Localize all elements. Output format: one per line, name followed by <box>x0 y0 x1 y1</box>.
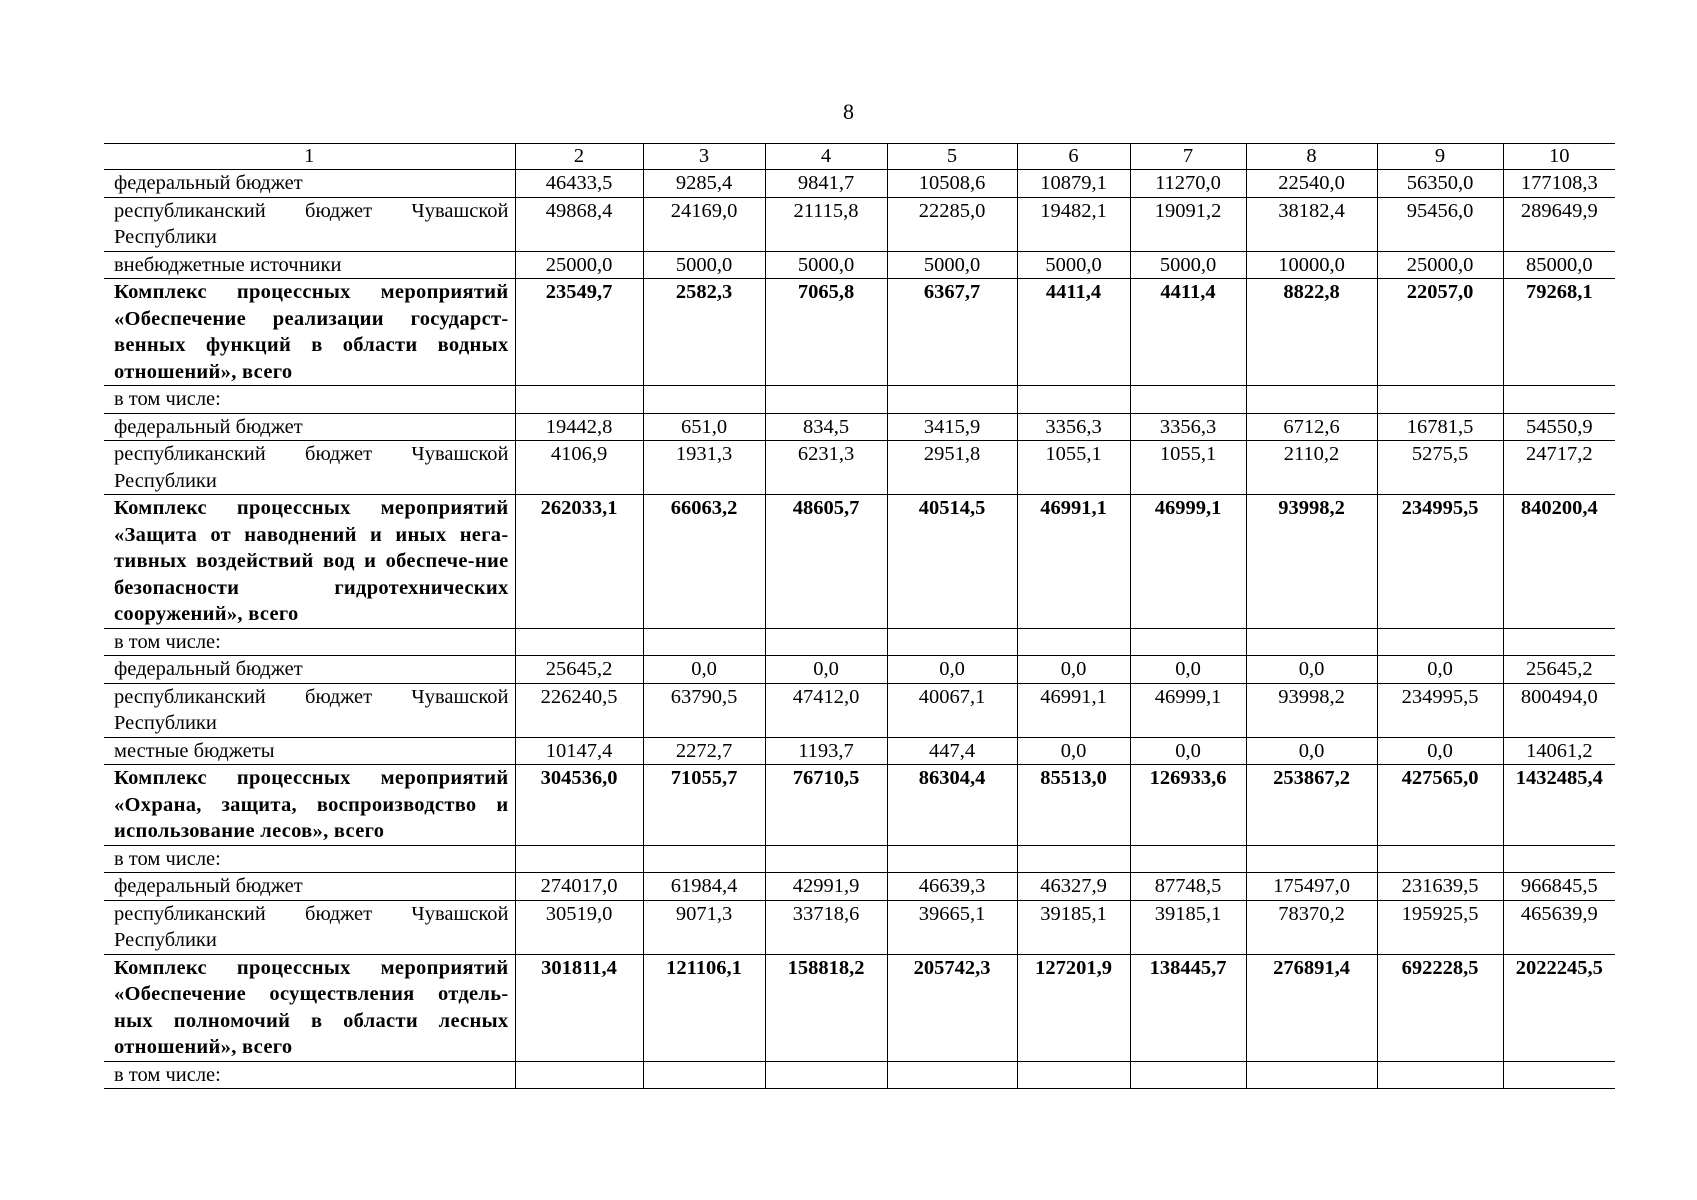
value-cell <box>887 1061 1017 1089</box>
value-cell: 3356,3 <box>1130 413 1246 441</box>
value-cell: 0,0 <box>643 656 765 684</box>
table-row <box>104 873 1615 901</box>
row-label: федеральный бюджет <box>104 656 515 684</box>
value-cell: 25000,0 <box>1377 251 1503 279</box>
value-cell: 76710,5 <box>765 765 887 846</box>
value-cell <box>515 845 643 873</box>
header-cell: 3 <box>643 144 765 170</box>
value-cell: 2272,7 <box>643 737 765 765</box>
value-cell: 5000,0 <box>887 251 1017 279</box>
header-cell: 1 <box>104 144 515 170</box>
value-cell: 800494,0 <box>1503 683 1615 737</box>
value-cell: 40067,1 <box>887 683 1017 737</box>
value-cell <box>765 845 887 873</box>
table-row <box>104 683 1615 737</box>
value-cell: 9285,4 <box>643 170 765 198</box>
value-cell: 0,0 <box>765 656 887 684</box>
value-cell: 95456,0 <box>1377 197 1503 251</box>
value-cell: 2110,2 <box>1246 441 1377 495</box>
value-cell: 24169,0 <box>643 197 765 251</box>
value-cell: 0,0 <box>1377 656 1503 684</box>
value-cell <box>643 628 765 656</box>
value-cell: 0,0 <box>1377 737 1503 765</box>
value-cell: 40514,5 <box>887 495 1017 629</box>
value-cell: 0,0 <box>1130 656 1246 684</box>
table-row <box>104 628 1615 656</box>
row-label: федеральный бюджет <box>104 413 515 441</box>
value-cell: 692228,5 <box>1377 954 1503 1061</box>
value-cell: 0,0 <box>1246 737 1377 765</box>
value-cell: 93998,2 <box>1246 683 1377 737</box>
row-label: республиканский бюджет Чувашской Республики <box>104 900 515 954</box>
table-row <box>104 845 1615 873</box>
value-cell: 42991,9 <box>765 873 887 901</box>
table-row-total <box>104 765 1615 846</box>
value-cell: 234995,5 <box>1377 683 1503 737</box>
value-cell: 651,0 <box>643 413 765 441</box>
value-cell <box>515 1061 643 1089</box>
value-cell <box>1503 1061 1615 1089</box>
value-cell: 5000,0 <box>765 251 887 279</box>
value-cell: 126933,6 <box>1130 765 1246 846</box>
value-cell: 304536,0 <box>515 765 643 846</box>
row-label: в том числе: <box>104 628 515 656</box>
value-cell: 840200,4 <box>1503 495 1615 629</box>
value-cell: 56350,0 <box>1377 170 1503 198</box>
value-cell: 966845,5 <box>1503 873 1615 901</box>
value-cell: 85513,0 <box>1017 765 1130 846</box>
value-cell <box>643 386 765 414</box>
value-cell: 1193,7 <box>765 737 887 765</box>
value-cell: 79268,1 <box>1503 279 1615 386</box>
value-cell: 19442,8 <box>515 413 643 441</box>
value-cell: 30519,0 <box>515 900 643 954</box>
value-cell: 195925,5 <box>1377 900 1503 954</box>
header-cell: 7 <box>1130 144 1246 170</box>
value-cell: 1055,1 <box>1017 441 1130 495</box>
value-cell <box>1503 386 1615 414</box>
value-cell: 1931,3 <box>643 441 765 495</box>
value-cell <box>1130 845 1246 873</box>
value-cell: 78370,2 <box>1246 900 1377 954</box>
value-cell: 11270,0 <box>1130 170 1246 198</box>
value-cell: 21115,8 <box>765 197 887 251</box>
row-label: республиканский бюджет Чувашской Республики <box>104 683 515 737</box>
value-cell: 22057,0 <box>1377 279 1503 386</box>
value-cell: 49868,4 <box>515 197 643 251</box>
value-cell: 205742,3 <box>887 954 1017 1061</box>
row-label: республиканский бюджет Чувашской Республики <box>104 197 515 251</box>
table-row <box>104 737 1615 765</box>
header-cell: 8 <box>1246 144 1377 170</box>
table-header <box>104 144 1615 170</box>
value-cell: 63790,5 <box>643 683 765 737</box>
value-cell: 10508,6 <box>887 170 1017 198</box>
value-cell: 23549,7 <box>515 279 643 386</box>
header-cell: 4 <box>765 144 887 170</box>
row-label: Комплекс процессных мероприятий «Защита от наводнений и иных нега-тивных воздействий вод и обеспече-ние безопасности гидротехнических сооружений», всего <box>104 495 515 629</box>
table-row <box>104 251 1615 279</box>
value-cell: 46999,1 <box>1130 495 1246 629</box>
value-cell: 5000,0 <box>1130 251 1246 279</box>
value-cell: 2022245,5 <box>1503 954 1615 1061</box>
value-cell <box>643 845 765 873</box>
value-cell: 226240,5 <box>515 683 643 737</box>
value-cell <box>1017 845 1130 873</box>
value-cell: 5275,5 <box>1377 441 1503 495</box>
value-cell: 39185,1 <box>1017 900 1130 954</box>
value-cell <box>1017 1061 1130 1089</box>
value-cell <box>1377 386 1503 414</box>
value-cell: 9841,7 <box>765 170 887 198</box>
value-cell: 158818,2 <box>765 954 887 1061</box>
value-cell <box>1246 386 1377 414</box>
value-cell: 447,4 <box>887 737 1017 765</box>
value-cell: 3356,3 <box>1017 413 1130 441</box>
value-cell: 10147,4 <box>515 737 643 765</box>
value-cell: 0,0 <box>1246 656 1377 684</box>
value-cell: 1055,1 <box>1130 441 1246 495</box>
value-cell: 177108,3 <box>1503 170 1615 198</box>
row-label: республиканский бюджет Чувашской Республики <box>104 441 515 495</box>
table-row <box>104 197 1615 251</box>
value-cell: 465639,9 <box>1503 900 1615 954</box>
value-cell <box>515 386 643 414</box>
header-cell: 5 <box>887 144 1017 170</box>
value-cell: 86304,4 <box>887 765 1017 846</box>
value-cell: 301811,4 <box>515 954 643 1061</box>
value-cell: 46639,3 <box>887 873 1017 901</box>
value-cell: 2951,8 <box>887 441 1017 495</box>
header-cell: 10 <box>1503 144 1615 170</box>
value-cell <box>765 1061 887 1089</box>
table-row <box>104 170 1615 198</box>
header-row <box>104 144 1615 170</box>
value-cell: 4411,4 <box>1130 279 1246 386</box>
table-row <box>104 1061 1615 1089</box>
value-cell <box>1130 628 1246 656</box>
value-cell <box>887 845 1017 873</box>
value-cell: 66063,2 <box>643 495 765 629</box>
value-cell <box>1377 1061 1503 1089</box>
value-cell: 5000,0 <box>643 251 765 279</box>
value-cell: 47412,0 <box>765 683 887 737</box>
value-cell <box>887 628 1017 656</box>
value-cell: 0,0 <box>1017 737 1130 765</box>
value-cell: 427565,0 <box>1377 765 1503 846</box>
header-cell: 2 <box>515 144 643 170</box>
value-cell: 121106,1 <box>643 954 765 1061</box>
value-cell <box>643 1061 765 1089</box>
value-cell: 25645,2 <box>515 656 643 684</box>
value-cell: 48605,7 <box>765 495 887 629</box>
value-cell: 46433,5 <box>515 170 643 198</box>
value-cell: 54550,9 <box>1503 413 1615 441</box>
value-cell <box>765 386 887 414</box>
value-cell: 39185,1 <box>1130 900 1246 954</box>
value-cell <box>1377 628 1503 656</box>
row-label: федеральный бюджет <box>104 873 515 901</box>
value-cell <box>1246 628 1377 656</box>
row-label: в том числе: <box>104 386 515 414</box>
value-cell: 276891,4 <box>1246 954 1377 1061</box>
value-cell: 262033,1 <box>515 495 643 629</box>
value-cell: 6712,6 <box>1246 413 1377 441</box>
value-cell: 0,0 <box>1130 737 1246 765</box>
value-cell: 25000,0 <box>515 251 643 279</box>
value-cell: 33718,6 <box>765 900 887 954</box>
value-cell <box>1246 1061 1377 1089</box>
table-row <box>104 656 1615 684</box>
value-cell <box>1130 1061 1246 1089</box>
value-cell <box>515 628 643 656</box>
value-cell: 4411,4 <box>1017 279 1130 386</box>
value-cell: 19482,1 <box>1017 197 1130 251</box>
value-cell: 2582,3 <box>643 279 765 386</box>
value-cell <box>1017 386 1130 414</box>
table-row <box>104 441 1615 495</box>
table-row <box>104 386 1615 414</box>
value-cell: 0,0 <box>887 656 1017 684</box>
value-cell: 71055,7 <box>643 765 765 846</box>
value-cell: 85000,0 <box>1503 251 1615 279</box>
value-cell: 22540,0 <box>1246 170 1377 198</box>
value-cell: 6367,7 <box>887 279 1017 386</box>
value-cell: 4106,9 <box>515 441 643 495</box>
value-cell: 38182,4 <box>1246 197 1377 251</box>
value-cell: 9071,3 <box>643 900 765 954</box>
value-cell <box>1246 845 1377 873</box>
value-cell: 231639,5 <box>1377 873 1503 901</box>
value-cell: 138445,7 <box>1130 954 1246 1061</box>
value-cell: 25645,2 <box>1503 656 1615 684</box>
value-cell <box>887 386 1017 414</box>
table-row-total <box>104 954 1615 1061</box>
table-row <box>104 900 1615 954</box>
row-label: Комплекс процессных мероприятий «Обеспечение реализации государст-венных функций в области водных отношений», всего <box>104 279 515 386</box>
value-cell: 234995,5 <box>1377 495 1503 629</box>
value-cell: 8822,8 <box>1246 279 1377 386</box>
value-cell: 10000,0 <box>1246 251 1377 279</box>
value-cell: 0,0 <box>1017 656 1130 684</box>
value-cell: 10879,1 <box>1017 170 1130 198</box>
value-cell: 5000,0 <box>1017 251 1130 279</box>
value-cell: 14061,2 <box>1503 737 1615 765</box>
value-cell: 274017,0 <box>515 873 643 901</box>
value-cell: 16781,5 <box>1377 413 1503 441</box>
row-label: местные бюджеты <box>104 737 515 765</box>
value-cell: 39665,1 <box>887 900 1017 954</box>
value-cell: 93998,2 <box>1246 495 1377 629</box>
page-number: 8 <box>843 99 854 124</box>
value-cell: 1432485,4 <box>1503 765 1615 846</box>
value-cell <box>1377 845 1503 873</box>
value-cell: 6231,3 <box>765 441 887 495</box>
value-cell: 834,5 <box>765 413 887 441</box>
value-cell: 46991,1 <box>1017 683 1130 737</box>
header-cell: 6 <box>1017 144 1130 170</box>
value-cell <box>765 628 887 656</box>
table-body <box>104 170 1615 1089</box>
table-row-total <box>104 495 1615 629</box>
row-label: федеральный бюджет <box>104 170 515 198</box>
value-cell: 46327,9 <box>1017 873 1130 901</box>
value-cell: 19091,2 <box>1130 197 1246 251</box>
table-row <box>104 413 1615 441</box>
budget-table <box>104 143 1615 1089</box>
value-cell <box>1503 845 1615 873</box>
value-cell: 7065,8 <box>765 279 887 386</box>
header-cell: 9 <box>1377 144 1503 170</box>
value-cell: 289649,9 <box>1503 197 1615 251</box>
row-label: Комплекс процессных мероприятий «Обеспечение осуществления отдель-ных полномочий в области лесных отношений», всего <box>104 954 515 1061</box>
value-cell: 46999,1 <box>1130 683 1246 737</box>
value-cell <box>1130 386 1246 414</box>
value-cell: 22285,0 <box>887 197 1017 251</box>
row-label: внебюджетные источники <box>104 251 515 279</box>
value-cell: 61984,4 <box>643 873 765 901</box>
value-cell: 87748,5 <box>1130 873 1246 901</box>
value-cell: 253867,2 <box>1246 765 1377 846</box>
value-cell <box>1503 628 1615 656</box>
row-label: в том числе: <box>104 845 515 873</box>
row-label: в том числе: <box>104 1061 515 1089</box>
table-row-total <box>104 279 1615 386</box>
row-label: Комплекс процессных мероприятий «Охрана, защита, воспроизводство и использование лесов», всего <box>104 765 515 846</box>
value-cell: 127201,9 <box>1017 954 1130 1061</box>
value-cell: 24717,2 <box>1503 441 1615 495</box>
value-cell: 3415,9 <box>887 413 1017 441</box>
value-cell <box>1017 628 1130 656</box>
value-cell: 175497,0 <box>1246 873 1377 901</box>
value-cell: 46991,1 <box>1017 495 1130 629</box>
